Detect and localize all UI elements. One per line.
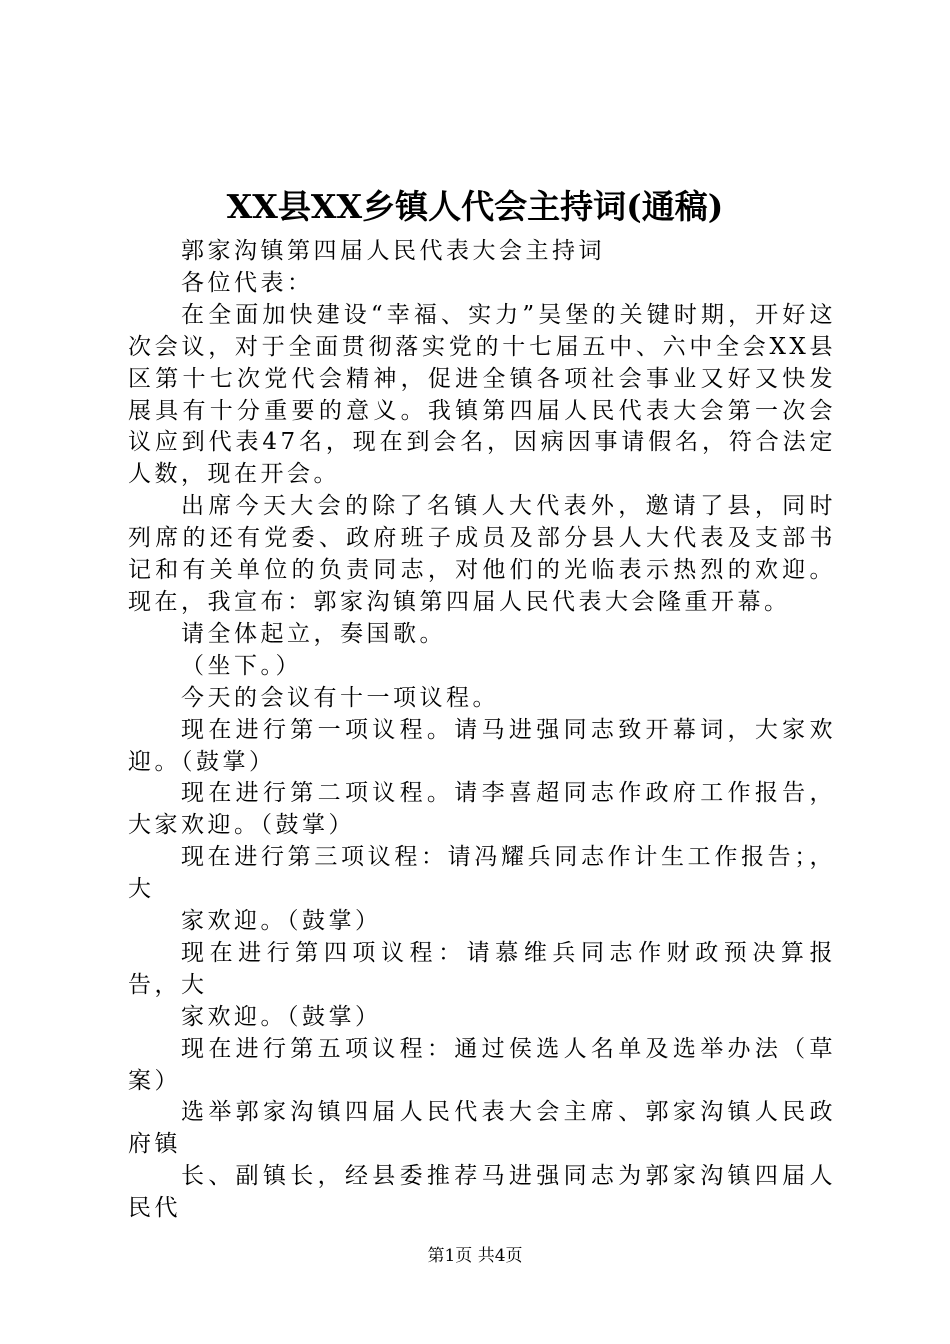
paragraph-salutation: 各位代表： [181,269,314,296]
paragraph-anthem: 请全体起立，奏国歌。 [181,620,446,647]
paragraph-heading: 郭家沟镇第四届人民代表大会主持词 [181,238,605,264]
paragraph-attendance: 出席今天大会的除了名镇人大代表外，邀请了县，同时列席的还有党委、政府班子成员及部分县人大代表及支部书记和有关单位的负责同志，对他们的光临表示热烈的欢迎。现在，我宣布：郭家沟镇第四届人民代表大会隆重开幕。 [128,493,836,615]
document-title: XX县XX乡镇人代会主持词(通稿) [226,187,724,226]
paragraph-agenda-count: 今天的会议有十一项议程。 [181,684,499,711]
paragraph-agenda-item-5: 现在进行第五项议程：通过侯选人名单及选举办法（草案） [128,1035,836,1094]
page-footer: 第1页 共4页 [427,1246,523,1266]
paragraph-sit-down: （坐下。） [181,652,302,679]
paragraph-agenda-item-3-cont: 家欢迎。（鼓掌） [181,908,382,935]
paragraph-agenda-item-4-cont: 家欢迎。（鼓掌） [181,1003,382,1030]
paragraph-agenda-item-2: 现在进行第二项议程。请李喜超同志作政府工作报告，大家欢迎。（鼓掌） [128,780,836,839]
paragraph-agenda-item-3: 现在进行第三项议程：请冯耀兵同志作计生工作报告；，大 [128,844,836,903]
paragraph-agenda-item-4: 现在进行第四项议程：请慕维兵同志作财政预决算报告，大 [128,939,836,998]
paragraph-opening: 在全面加快建设“幸福、实力”吴堡的关键时期，开好这次会议，对于全面贯彻落实党的十七届五中、六中全会XX县区第十七次党代会精神，促进全镇各项社会事业又好又快发展具有十分重要的意义。我镇第四届人民代表大会第一次会议应到代表47名，现在到会名，因病因事请假名，符合法定人数，现在开会。 [128,301,836,488]
paragraph-agenda-item-1: 现在进行第一项议程。请马进强同志致开幕词，大家欢迎。（鼓掌） [128,716,836,775]
document-body [128,236,836,1225]
paragraph-election: 选举郭家沟镇四届人民代表大会主席、郭家沟镇人民政府镇 [128,1099,836,1158]
paragraph-nomination: 长、副镇长，经县委推荐马进强同志为郭家沟镇四届人民代 [128,1163,836,1222]
